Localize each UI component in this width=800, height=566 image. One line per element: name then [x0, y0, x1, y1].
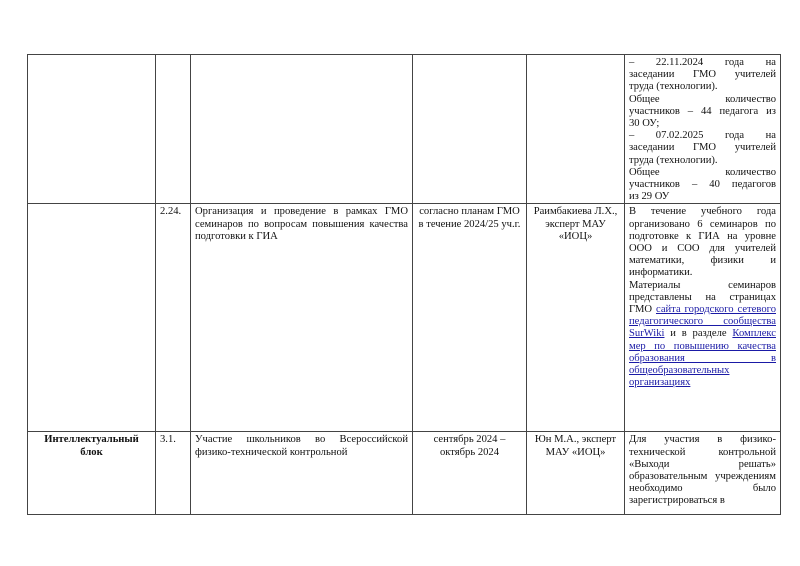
event-cell: Организация и проведение в рамках ГМО семинаров по вопросам повышения качества подготовки к ГИА [191, 204, 413, 432]
result-line: участников – 44 педагога из [629, 105, 776, 117]
result-line: труда (технологии). [629, 81, 718, 93]
block-cell [28, 55, 156, 204]
dates-cell: согласно планам ГМО в течение 2024/25 уч.г. [413, 204, 527, 432]
result-cell: Для участия в физико-технической контрольной «Выходи решать» образовательным учреждениям необходимо было зарегистрироваться в [625, 432, 781, 515]
number-cell: 2.24. [156, 204, 191, 432]
table-row [28, 432, 781, 515]
quality-measures-link[interactable]: Комплекс мер по повышению качества образования в общеобразовательных организациях [629, 328, 776, 389]
responsible-cell: Юн М.А., эксперт МАУ «ИОЦ» [527, 432, 625, 515]
result-text: и в разделе [664, 328, 733, 340]
event-cell: Участие школьников во Всероссийской физико-технической контрольной [191, 432, 413, 515]
result-cell [625, 55, 781, 204]
surwiki-link[interactable]: сайта городского сетевого педагогического сообщества SurWiki [629, 304, 776, 340]
result-text: В течение учебного года организовано 6 семинаров по подготовке к ГИА на уровне ООО и СОО для учителей математики, физики и информатики. [629, 206, 776, 279]
result-line: заседании ГМО учителей [629, 142, 776, 154]
result-line: 30 ОУ; [629, 118, 660, 130]
result-line: – 22.11.2024 года на [629, 57, 776, 68]
result-line: заседании ГМО учителей [629, 69, 776, 81]
result-line: – 07.02.2025 года на [629, 130, 776, 142]
result-line: участников – 40 педагогов [629, 179, 776, 191]
result-line: Общее количество [629, 166, 776, 178]
result-line: из 29 ОУ [629, 191, 670, 203]
block-cell [28, 204, 156, 432]
responsible-cell: Раимбакиева Л.Х., эксперт МАУ «ИОЦ» [527, 204, 625, 432]
dates-cell: сентябрь 2024 – октябрь 2024 [413, 432, 527, 515]
result-line: труда (технологии). [629, 154, 718, 166]
number-cell [156, 55, 191, 204]
number-cell: 3.1. [156, 432, 191, 515]
result-materials [629, 280, 776, 390]
table-row [28, 204, 781, 432]
dates-cell [413, 55, 527, 204]
responsible-cell [527, 55, 625, 204]
result-line: Общее количество [629, 93, 776, 105]
result-text: Материалы семинаров представлены на страницах ГМО [629, 279, 776, 316]
table-row [28, 55, 781, 204]
activity-plan-table [27, 54, 781, 515]
result-cell [625, 204, 781, 432]
event-cell [191, 55, 413, 204]
block-cell: Интеллектуальный блок [28, 432, 156, 515]
